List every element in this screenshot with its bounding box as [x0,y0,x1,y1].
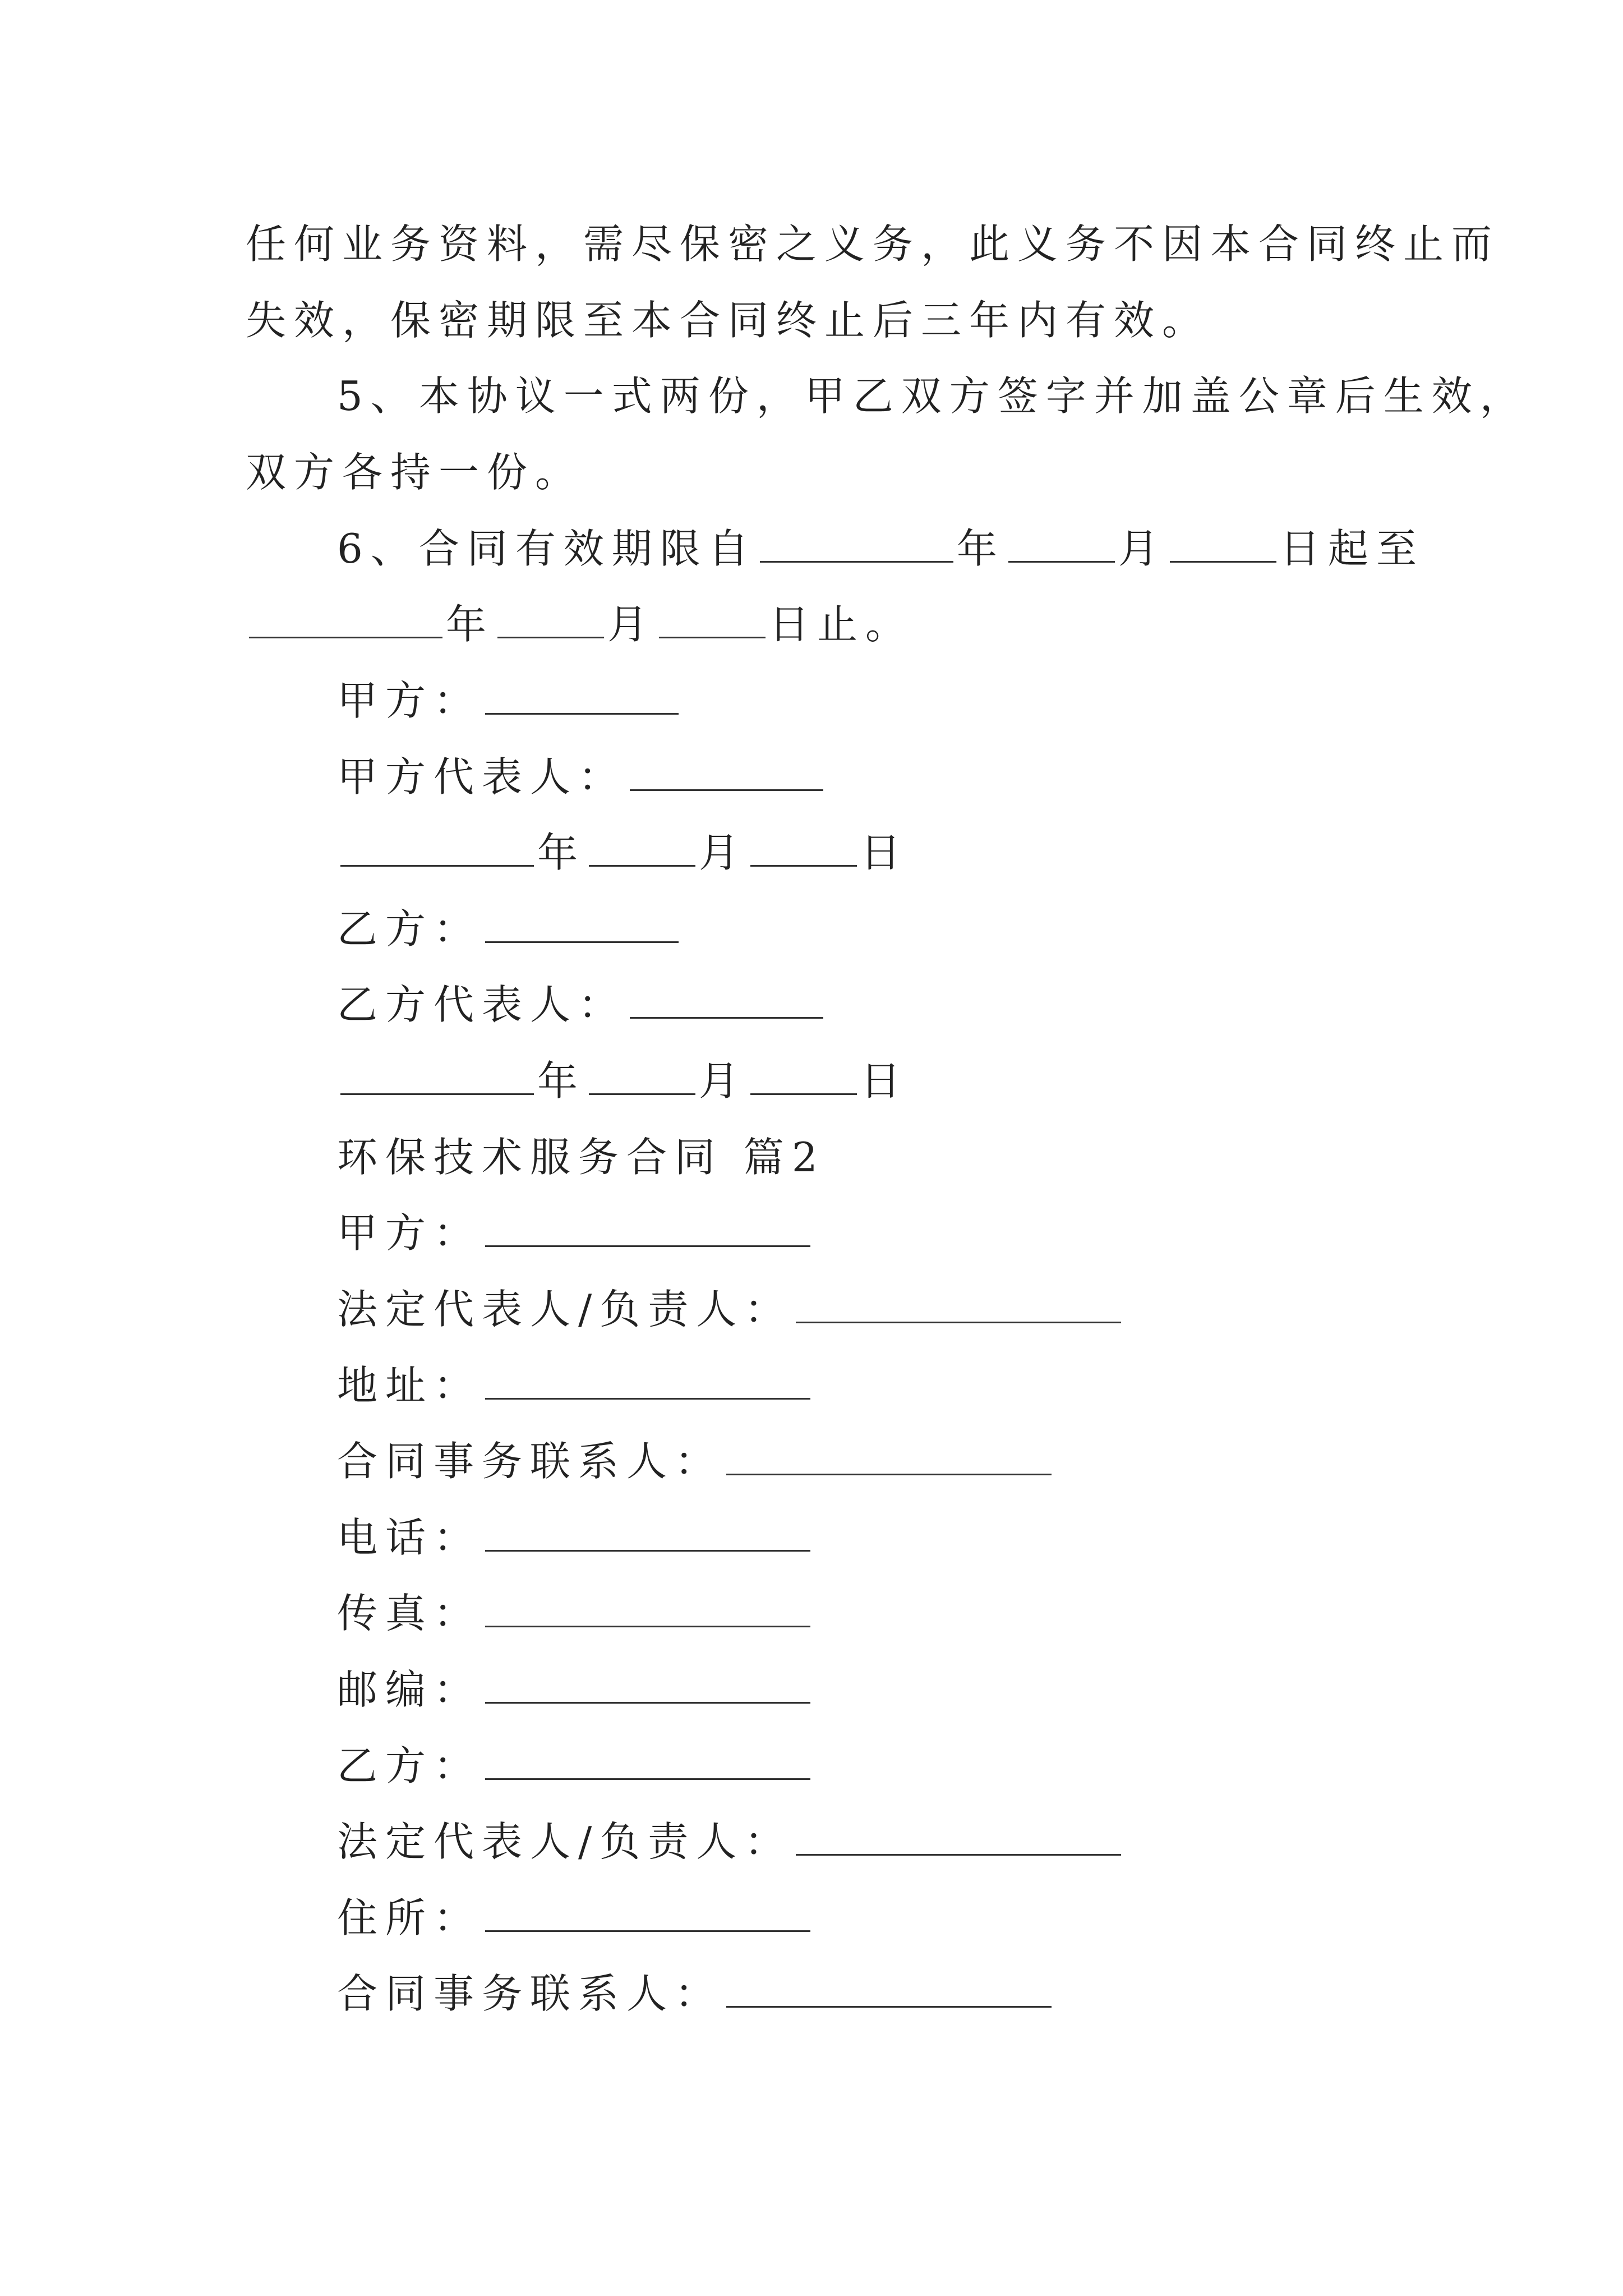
s2-contact-b-field [337,1966,1055,2022]
party-a-month-blank [589,828,695,867]
s2-residence-blank [485,1893,810,1932]
party-a-month-word: 月 [699,829,748,876]
s2-fax-blank [485,1589,810,1627]
party-b-label: 乙方： [337,905,482,953]
s2-residence-label: 住所： [337,1894,482,1941]
s2-party-a-field [337,1205,814,1261]
s2-contact-a-field [337,1433,1055,1489]
s2-address-field [337,1358,814,1414]
paragraph-6-line-2 [246,596,914,652]
party-a-day-blank [750,828,857,867]
s2-contact-a-blank [726,1437,1052,1475]
s2-legal-rep-b-label: 法定代表人/负责人： [337,1818,793,1865]
s2-legal-rep-b-field [337,1814,1124,1870]
paragraph-4-line-1: 任何业务资料，需尽保密之义务，此义务不因本合同终止而 [246,220,1500,268]
s2-party-b-blank [485,1741,810,1780]
s2-fax-field [337,1585,814,1641]
start-month-blank [1008,524,1115,563]
term-end-suffix: 日止。 [769,601,914,648]
start-day-blank [1170,524,1276,563]
term-start-suffix: 日起至 [1279,525,1424,572]
party-b-signature [337,901,682,957]
party-b-day-blank [750,1056,857,1095]
party-a-blank [485,676,679,715]
party-b-date [337,1053,909,1109]
party-a-rep-label: 甲方代表人： [337,753,627,800]
s2-party-b-label: 乙方： [337,1742,482,1789]
s2-party-a-blank [485,1208,810,1247]
end-month-blank [497,600,604,638]
s2-legal-rep-a-blank [796,1285,1121,1323]
s2-legal-rep-a-label: 法定代表人/负责人： [337,1286,793,1333]
party-a-signature [337,673,682,729]
s2-contact-b-blank [726,1969,1052,2008]
start-month-word: 月 [1118,525,1166,572]
party-b-month-word: 月 [699,1057,748,1105]
end-year-word: 年 [446,601,495,648]
party-a-date [337,825,909,881]
party-b-day-word: 日 [860,1057,909,1105]
s2-residence-field [337,1890,814,1946]
party-a-year-blank [340,828,534,867]
paragraph-5-line-1: 5、本协议一式两份，甲乙双方签字并加盖公章后生效， [337,372,1528,420]
end-month-word: 月 [607,601,656,648]
s2-address-label: 地址： [337,1362,482,1409]
party-b-blank [485,904,679,943]
start-year-blank [760,524,953,563]
s2-phone-blank [485,1513,810,1552]
party-b-year-word: 年 [537,1057,586,1105]
s2-postcode-blank [485,1665,810,1704]
s2-legal-rep-b-blank [796,1817,1121,1856]
start-year-word: 年 [956,525,1005,572]
s2-phone-label: 电话： [337,1514,482,1561]
s2-address-blank [485,1361,810,1400]
party-a-day-word: 日 [860,829,909,876]
s2-contact-b-label: 合同事务联系人： [337,1970,723,2017]
s2-postcode-field [337,1662,814,1718]
party-b-rep-signature [337,977,827,1033]
party-a-rep-blank [630,752,823,791]
s2-fax-label: 传真： [337,1590,482,1637]
s2-legal-rep-a-field [337,1281,1124,1337]
s2-party-b-field [337,1738,814,1794]
s2-contact-a-label: 合同事务联系人： [337,1438,723,1485]
party-a-rep-signature [337,749,827,805]
party-a-label: 甲方： [337,677,482,724]
end-day-blank [659,600,766,638]
section-2-title: 环保技术服务合同 篇2 [337,1134,826,1181]
party-b-month-blank [589,1056,695,1095]
term-start-label: 6、合同有效期限自 [337,525,757,572]
paragraph-6-line-1 [337,521,1424,577]
party-a-year-word: 年 [537,829,586,876]
paragraph-5-line-2: 双方各持一份。 [246,449,584,496]
end-year-blank [249,600,442,638]
s2-party-a-label: 甲方： [337,1209,482,1257]
party-b-rep-blank [630,980,823,1019]
s2-postcode-label: 邮编： [337,1666,482,1713]
s2-phone-field [337,1510,814,1566]
party-b-year-blank [340,1056,534,1095]
paragraph-4-line-2: 失效，保密期限至本合同终止后三年内有效。 [246,297,1211,344]
party-b-rep-label: 乙方代表人： [337,981,627,1028]
